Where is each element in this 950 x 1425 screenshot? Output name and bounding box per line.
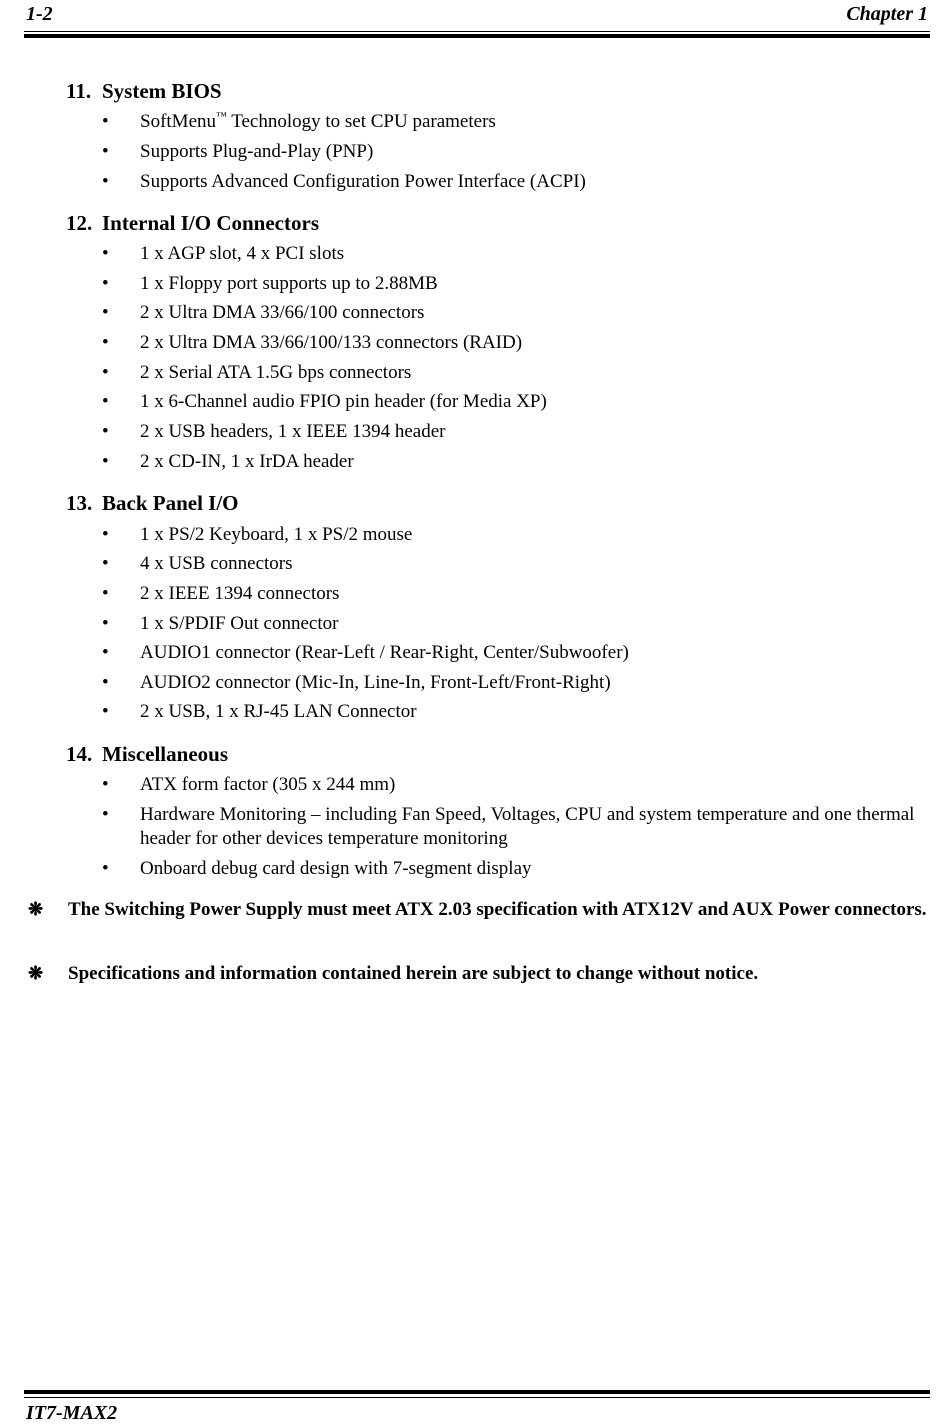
bullet-icon: • bbox=[102, 451, 109, 472]
bullet-icon: • bbox=[102, 524, 109, 545]
section-number: 12. bbox=[66, 211, 93, 235]
list-item bbox=[102, 641, 920, 665]
item-text: 1 x PS/2 Keyboard, 1 x PS/2 mouse bbox=[140, 524, 413, 545]
item-text: Supports Plug-and-Play (PNP) bbox=[140, 141, 374, 162]
section-heading: Internal I/O Connectors bbox=[102, 211, 319, 235]
item-text: AUDIO1 connector (Rear-Left / Rear-Right, Center/Subwoofer) bbox=[140, 642, 629, 663]
bullet-icon: • bbox=[102, 141, 109, 162]
section-title-system-bios bbox=[66, 79, 222, 104]
section-title-back-panel-io bbox=[66, 491, 239, 516]
list-item bbox=[102, 773, 920, 797]
bullet-icon: • bbox=[102, 243, 109, 264]
list-item bbox=[102, 361, 920, 385]
asterism-icon: ❋ bbox=[28, 963, 44, 983]
section-heading: Miscellaneous bbox=[102, 742, 228, 766]
note-power-supply bbox=[28, 897, 936, 922]
list-item bbox=[102, 803, 920, 851]
list-item bbox=[102, 110, 920, 134]
section-number: 13. bbox=[66, 491, 93, 515]
header-rule-thin bbox=[24, 31, 930, 32]
model-name: IT7-MAX2 bbox=[26, 1402, 118, 1424]
bullet-icon: • bbox=[102, 672, 109, 693]
item-text: 2 x CD-IN, 1 x IrDA header bbox=[140, 451, 354, 472]
section-title-internal-io bbox=[66, 211, 319, 236]
item-text: Hardware Monitoring – including Fan Speed, Voltages, CPU and system temperature and one thermal header for other devices temperature monitoring bbox=[140, 804, 915, 849]
bullet-icon: • bbox=[102, 302, 109, 323]
bullet-icon: • bbox=[102, 391, 109, 412]
bullet-icon: • bbox=[102, 332, 109, 353]
item-text-pre: SoftMenu bbox=[140, 111, 216, 132]
list-item bbox=[102, 390, 920, 414]
chapter-label: Chapter 1 bbox=[846, 3, 928, 25]
list-item bbox=[102, 857, 920, 881]
trademark-symbol: ™ bbox=[216, 110, 227, 123]
list-item bbox=[102, 420, 920, 444]
footer-rule-thin bbox=[24, 1397, 930, 1398]
section-title-miscellaneous bbox=[66, 742, 228, 767]
section-heading: System BIOS bbox=[102, 79, 222, 103]
header-rule-thick bbox=[24, 34, 930, 38]
list-item bbox=[102, 272, 920, 296]
note-specifications bbox=[28, 961, 936, 986]
item-text: 1 x AGP slot, 4 x PCI slots bbox=[140, 243, 345, 264]
asterism-icon: ❋ bbox=[28, 899, 44, 919]
bullet-icon: • bbox=[102, 273, 109, 294]
footer-rule-thick bbox=[24, 1390, 930, 1394]
item-text: 4 x USB connectors bbox=[140, 553, 293, 574]
list-item bbox=[102, 700, 920, 724]
note-text: The Switching Power Supply must meet ATX 2.03 specification with ATX12V and AUX Power connectors. bbox=[68, 899, 927, 920]
page-header bbox=[24, 0, 930, 36]
bullet-icon: • bbox=[102, 171, 109, 192]
list-item bbox=[102, 612, 920, 636]
bullet-icon: • bbox=[102, 111, 109, 132]
page-footer bbox=[24, 1390, 930, 1424]
section-heading: Back Panel I/O bbox=[102, 491, 239, 515]
item-text: 2 x Ultra DMA 33/66/100 connectors bbox=[140, 302, 425, 323]
item-text: 2 x IEEE 1394 connectors bbox=[140, 583, 340, 604]
item-text: 2 x Serial ATA 1.5G bps connectors bbox=[140, 362, 412, 383]
item-text: AUDIO2 connector (Mic-In, Line-In, Front-Left/Front-Right) bbox=[140, 672, 611, 693]
item-text: 2 x Ultra DMA 33/66/100/133 connectors (RAID) bbox=[140, 332, 523, 353]
note-text: Specifications and information contained herein are subject to change without notice. bbox=[68, 963, 759, 984]
item-text: 2 x USB headers, 1 x IEEE 1394 header bbox=[140, 421, 446, 442]
item-text: 1 x S/PDIF Out connector bbox=[140, 613, 339, 634]
bullet-icon: • bbox=[102, 804, 109, 825]
item-text: Supports Advanced Configuration Power Interface (ACPI) bbox=[140, 171, 586, 192]
list-item bbox=[102, 331, 920, 355]
item-text: 1 x 6-Channel audio FPIO pin header (for Media XP) bbox=[140, 391, 547, 412]
list-item bbox=[102, 671, 920, 695]
list-item bbox=[102, 552, 920, 576]
bullet-icon: • bbox=[102, 421, 109, 442]
bullet-icon: • bbox=[102, 553, 109, 574]
section-number: 14. bbox=[66, 742, 93, 766]
bullet-icon: • bbox=[102, 858, 109, 879]
bullet-icon: • bbox=[102, 774, 109, 795]
list-item bbox=[102, 450, 920, 474]
section-number: 11. bbox=[66, 79, 92, 103]
item-text: 1 x Floppy port supports up to 2.88MB bbox=[140, 273, 438, 294]
item-text-post: Technology to set CPU parameters bbox=[226, 111, 496, 132]
list-item bbox=[102, 582, 920, 606]
item-text: 2 x USB, 1 x RJ-45 LAN Connector bbox=[140, 701, 417, 722]
bullet-icon: • bbox=[102, 642, 109, 663]
list-item bbox=[102, 170, 920, 194]
item-text: ATX form factor (305 x 244 mm) bbox=[140, 774, 396, 795]
list-item bbox=[102, 140, 920, 164]
list-item bbox=[102, 242, 920, 266]
bullet-icon: • bbox=[102, 362, 109, 383]
item-text: Onboard debug card design with 7-segment display bbox=[140, 858, 532, 879]
bullet-icon: • bbox=[102, 583, 109, 604]
list-item bbox=[102, 301, 920, 325]
bullet-icon: • bbox=[102, 613, 109, 634]
list-item bbox=[102, 523, 920, 547]
bullet-icon: • bbox=[102, 701, 109, 722]
page-number: 1-2 bbox=[26, 3, 53, 25]
